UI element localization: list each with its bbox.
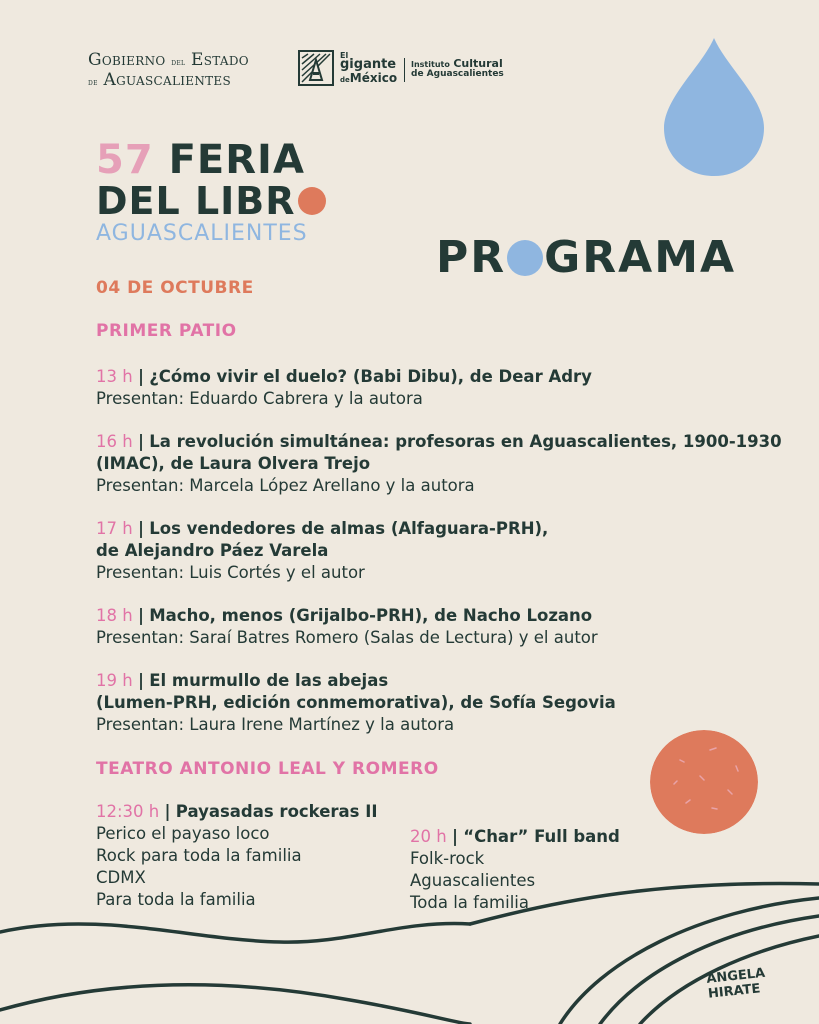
gov-word-de: de <box>88 78 98 88</box>
event-time: 13 h <box>96 367 133 386</box>
logo-divider <box>404 58 405 82</box>
instituto-word-de-aguascalientes: de Aguascalientes <box>411 69 504 80</box>
event-title: Payasadas rockeras II <box>175 802 378 821</box>
event-detail: CDMX <box>96 868 146 887</box>
event-title-continued: (Lumen-PRH, edición conmemorativa), de Sofía Segovia <box>96 693 616 712</box>
feria-del-libro: DEL LIBR <box>96 179 296 223</box>
feria-city: AGUASCALIENTES <box>96 221 308 246</box>
water-drop-icon <box>662 36 766 178</box>
event-time: 12:30 h <box>96 802 160 821</box>
orange-o-circle-icon <box>298 187 326 215</box>
event-title-continued: (IMAC), de Laura Olvera Trejo <box>96 454 371 473</box>
event-time: 16 h <box>96 432 133 451</box>
gigante-word-de: de <box>340 76 350 85</box>
event-separator: | <box>164 802 171 821</box>
gov-word-estado: Estado <box>191 50 249 70</box>
event-detail: Perico el payaso loco <box>96 824 270 843</box>
instituto-cultural-logo <box>411 58 504 80</box>
feria-number: 57 <box>96 137 154 183</box>
instituto-word-instituto: Instituto <box>411 60 450 69</box>
blue-o-circle-icon <box>507 240 543 276</box>
orange-circle-icon <box>650 730 758 834</box>
section-title-primer-patio: PRIMER PATIO <box>96 321 237 341</box>
list-item <box>96 431 782 497</box>
gigante-logo-icon <box>298 50 334 86</box>
event-separator: | <box>137 671 144 690</box>
event-title: “Char” Full band <box>463 827 620 846</box>
gigante-word-mexico: México <box>349 71 398 86</box>
gov-word-aguascalientes: Aguascalientes <box>103 70 232 90</box>
event-presenters: Presentan: Luis Cortés y el autor <box>96 563 365 582</box>
list-item <box>96 366 592 410</box>
event-title: ¿Cómo vivir el duelo? (Babi Dibu), de Dear Adry <box>149 367 592 386</box>
programa-part2: GRAMA <box>544 232 737 283</box>
feria-word: FERIA <box>168 137 305 183</box>
event-detail: Para toda la familia <box>96 890 256 909</box>
event-separator: | <box>137 519 144 538</box>
event-title: Macho, menos (Grijalbo-PRH), de Nacho Lozano <box>149 606 593 625</box>
gobierno-logo <box>88 52 249 89</box>
gov-word-del: del <box>171 58 186 68</box>
list-item <box>96 518 548 584</box>
event-presenters: Presentan: Laura Irene Martínez y la autora <box>96 715 455 734</box>
event-presenters: Presentan: Eduardo Cabrera y la autora <box>96 389 423 408</box>
gov-word-gobierno: Gobierno <box>88 50 166 70</box>
list-item <box>96 670 616 736</box>
gigante-word-el: El <box>340 51 349 60</box>
feria-title <box>96 137 326 246</box>
event-presenters: Presentan: Saraí Batres Romero (Salas de Lectura) y el autor <box>96 628 598 647</box>
event-date: 04 DE OCTUBRE <box>96 278 254 298</box>
event-separator: | <box>451 827 458 846</box>
event-detail: Rock para toda la familia <box>96 846 302 865</box>
event-separator: | <box>137 432 144 451</box>
event-separator: | <box>137 367 144 386</box>
event-detail: Folk-rock <box>410 849 485 868</box>
decorative-waves <box>0 880 819 1024</box>
event-title-continued: de Alejandro Páez Varela <box>96 541 329 560</box>
event-time: 20 h <box>410 827 447 846</box>
list-item <box>96 605 598 649</box>
event-time: 19 h <box>96 671 133 690</box>
programa-heading <box>436 232 736 283</box>
artist-signature: ANGELA HIRATE <box>705 965 766 1002</box>
gigante-text <box>340 52 397 85</box>
event-title: El murmullo de las abejas <box>149 671 389 690</box>
event-time: 17 h <box>96 519 133 538</box>
event-presenters: Presentan: Marcela López Arellano y la autora <box>96 476 475 495</box>
event-title: La revolución simultánea: profesoras en Aguascalientes, 1900-1930 <box>149 432 782 451</box>
instituto-word-cultural: Cultural <box>453 57 503 70</box>
event-detail: Toda la familia <box>410 893 529 912</box>
gigante-word-gigante: gigante <box>340 57 397 73</box>
event-title: Los vendedores de almas (Alfaguara-PRH), <box>149 519 549 538</box>
event-time: 18 h <box>96 606 133 625</box>
programa-part1: PR <box>436 232 507 283</box>
event-separator: | <box>137 606 144 625</box>
event-detail: Aguascalientes <box>410 871 536 890</box>
section-title-teatro: TEATRO ANTONIO LEAL Y ROMERO <box>96 759 439 779</box>
